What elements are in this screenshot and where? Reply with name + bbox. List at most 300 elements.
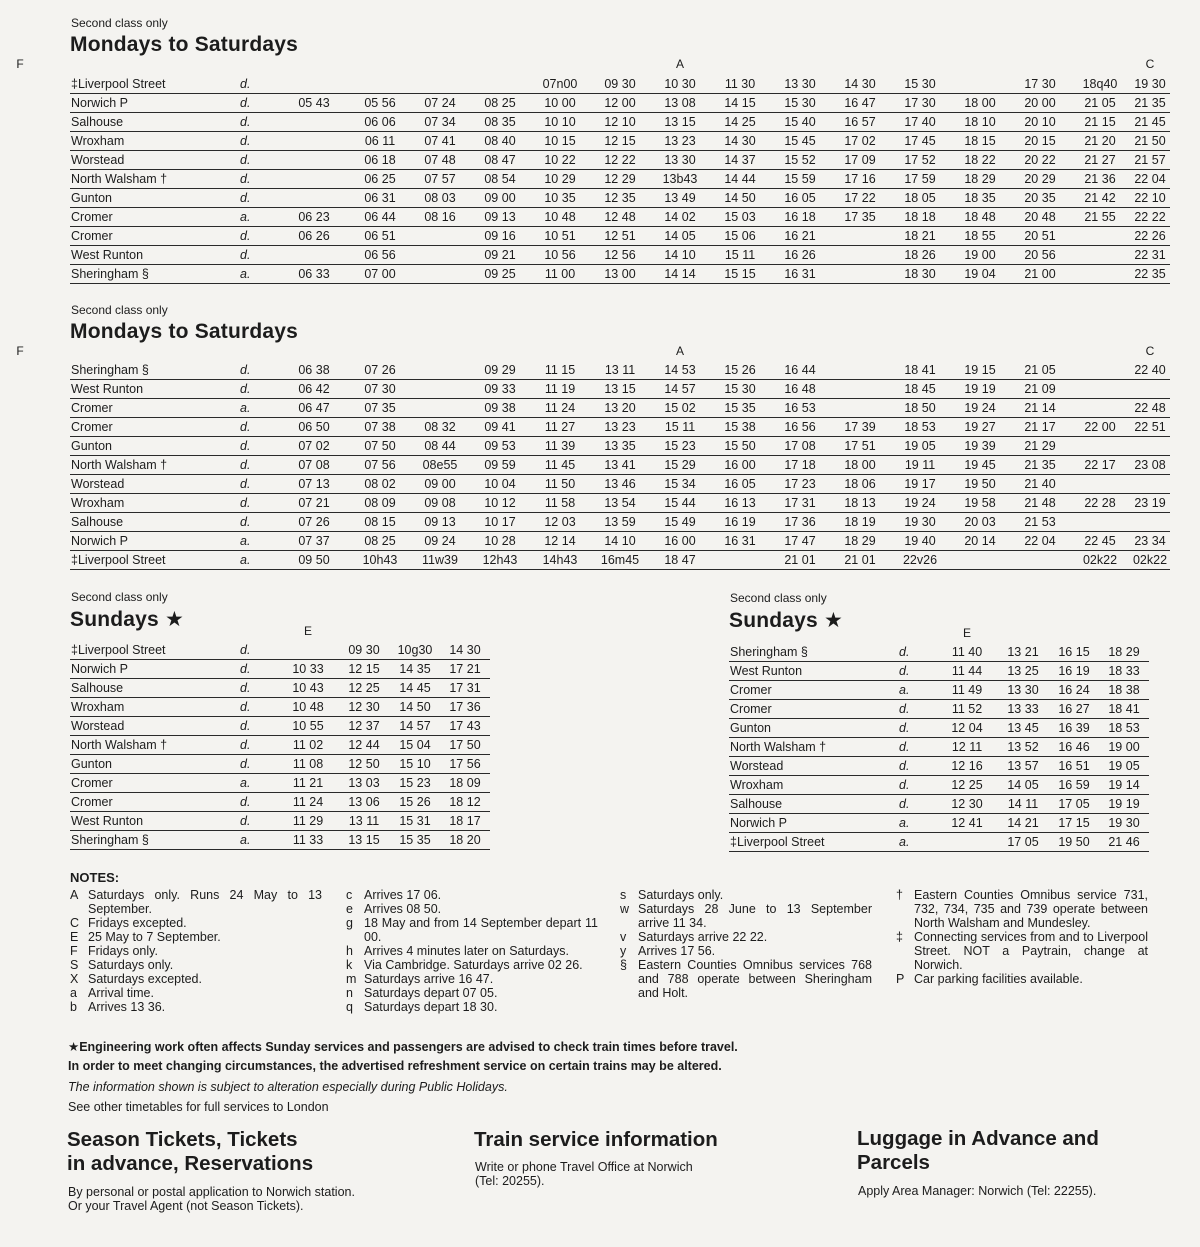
time-cell: 15 29	[650, 456, 710, 475]
time-cell: 18 26	[890, 246, 950, 265]
time-cell: 11 15	[530, 361, 590, 380]
note-item	[896, 972, 1148, 986]
time-cell: 11 24	[278, 793, 338, 812]
time-cell: 12 03	[530, 513, 590, 532]
note-text: Eastern Counties Omnibus service 731, 732, 734, 735 and 739 operate between North Walsham and Mundesley.	[914, 888, 1148, 930]
train-text-line-1: Write or phone Travel Office at Norwich	[475, 1160, 693, 1174]
time-cell	[1130, 437, 1170, 456]
time-cell	[410, 75, 470, 94]
time-cell: 19 15	[950, 361, 1010, 380]
time-cell: 12 25	[338, 679, 390, 698]
time-cell: 18 06	[830, 475, 890, 494]
time-cell: 19 00	[950, 246, 1010, 265]
note-item	[70, 930, 322, 944]
arrive-depart-marker: a.	[240, 265, 278, 284]
note-item	[346, 916, 598, 944]
time-cell: 14 37	[710, 151, 770, 170]
time-cell: 15 34	[650, 475, 710, 494]
time-cell: 11 02	[278, 736, 338, 755]
table-row	[70, 475, 1170, 494]
note-text: Eastern Counties Omnibus services 768 and 788 operate between Sheringham and Holt.	[638, 958, 872, 1000]
time-cell: 16 39	[1049, 719, 1099, 738]
time-cell: 08e55	[410, 456, 470, 475]
time-cell: 10 28	[470, 532, 530, 551]
section2-title: Mondays to Saturdays	[70, 320, 299, 343]
season-text-line-1: By personal or postal application to Norwich station.	[68, 1185, 355, 1199]
time-cell: 16 19	[710, 513, 770, 532]
luggage-title-line-1: Luggage in Advance and	[857, 1127, 1099, 1150]
time-cell: 07 35	[350, 399, 410, 418]
note-item	[896, 930, 1148, 972]
time-cell: 12h43	[470, 551, 530, 570]
time-cell: 08 16	[410, 208, 470, 227]
table-row	[70, 208, 1170, 227]
table-row	[70, 812, 490, 831]
time-cell: 18 10	[950, 113, 1010, 132]
time-cell: 18 18	[890, 208, 950, 227]
table-row	[729, 795, 1149, 814]
arrive-depart-marker: d.	[240, 736, 278, 755]
time-cell: 15 45	[770, 132, 830, 151]
time-cell	[1070, 399, 1130, 418]
note-text: Arrives 17 56.	[638, 944, 716, 958]
time-cell: 11 50	[530, 475, 590, 494]
table-row	[70, 698, 490, 717]
time-cell: 10 29	[530, 170, 590, 189]
arrive-depart-marker: d.	[240, 94, 278, 113]
time-cell: 17 59	[890, 170, 950, 189]
notes-title: NOTES:	[70, 870, 120, 885]
time-cell	[937, 833, 997, 852]
note-item	[896, 888, 1148, 930]
time-cell: 22 17	[1070, 456, 1130, 475]
time-cell: 12 44	[338, 736, 390, 755]
note-key: y	[620, 944, 627, 958]
time-cell: 13 11	[590, 361, 650, 380]
arrive-depart-marker: a.	[240, 208, 278, 227]
time-cell: 18 12	[440, 793, 490, 812]
time-cell: 07 26	[350, 361, 410, 380]
arrive-depart-marker: d.	[240, 361, 278, 380]
season-tickets-heading	[67, 1128, 313, 1176]
time-cell: 12 29	[590, 170, 650, 189]
time-cell: 13 15	[338, 831, 390, 850]
arrive-depart-marker: d.	[240, 380, 278, 399]
station-name: Cromer	[70, 418, 240, 437]
time-cell: 12 11	[937, 738, 997, 757]
time-cell: 19 14	[1099, 776, 1149, 795]
time-cell: 18 53	[1099, 719, 1149, 738]
time-cell: 22 10	[1130, 189, 1170, 208]
arrive-depart-marker: d.	[240, 437, 278, 456]
time-cell: 13 08	[650, 94, 710, 113]
section2-subtitle: Second class only	[71, 303, 168, 317]
time-cell: 15 35	[390, 831, 440, 850]
time-cell: 19 50	[950, 475, 1010, 494]
time-cell: 14 44	[710, 170, 770, 189]
time-cell: 22 45	[1070, 532, 1130, 551]
time-cell: 06 33	[278, 265, 350, 284]
time-cell: 07 48	[410, 151, 470, 170]
time-cell: 15 30	[890, 75, 950, 94]
time-cell: 11 33	[278, 831, 338, 850]
station-name: West Runton	[729, 662, 899, 681]
table-row	[70, 418, 1170, 437]
note-key: †	[896, 888, 903, 902]
time-cell: 12 16	[937, 757, 997, 776]
time-cell: 09 30	[338, 641, 390, 660]
season-tickets-text	[68, 1185, 355, 1213]
time-cell: 19 40	[890, 532, 950, 551]
section1-subtitle: Second class only	[71, 16, 168, 30]
note-key: S	[70, 958, 79, 972]
time-cell: 08 15	[350, 513, 410, 532]
station-name: Salhouse	[729, 795, 899, 814]
time-cell: 11 21	[278, 774, 338, 793]
time-cell	[278, 189, 350, 208]
time-cell: 13 06	[338, 793, 390, 812]
time-cell	[830, 380, 890, 399]
station-name: Worstead	[729, 757, 899, 776]
note-key: g	[346, 916, 353, 930]
time-cell: 17 05	[997, 833, 1049, 852]
notes-column-2	[346, 888, 598, 1014]
time-cell: 11 27	[530, 418, 590, 437]
column-note-marker: F	[16, 57, 24, 71]
table-row	[70, 189, 1170, 208]
time-cell: 17 36	[440, 698, 490, 717]
note-text: Arrives 4 minutes later on Saturdays.	[364, 944, 569, 958]
table-row	[729, 833, 1149, 852]
luggage-heading	[857, 1127, 1099, 1175]
time-cell	[950, 75, 1010, 94]
time-cell: 10 51	[530, 227, 590, 246]
time-cell: 06 47	[278, 399, 350, 418]
time-cell: 14 53	[650, 361, 710, 380]
time-cell: 20 15	[1010, 132, 1070, 151]
time-cell: 18 50	[890, 399, 950, 418]
time-cell: 10 15	[530, 132, 590, 151]
time-cell: 16 51	[1049, 757, 1099, 776]
time-cell: 21 09	[1010, 380, 1070, 399]
station-name: Worstead	[70, 717, 240, 736]
table-row	[70, 513, 1170, 532]
time-cell: 10 33	[278, 660, 338, 679]
table-row	[70, 755, 490, 774]
time-cell: 11 19	[530, 380, 590, 399]
time-cell	[830, 265, 890, 284]
time-cell: 17 47	[770, 532, 830, 551]
arrive-depart-marker: d.	[240, 793, 278, 812]
time-cell: 18 00	[950, 94, 1010, 113]
time-cell: 18 33	[1099, 662, 1149, 681]
arrive-depart-marker: d.	[240, 812, 278, 831]
time-cell: 21 35	[1130, 94, 1170, 113]
time-cell: 19 27	[950, 418, 1010, 437]
time-cell: 19 30	[890, 513, 950, 532]
time-cell: 18 22	[950, 151, 1010, 170]
time-cell: 07 02	[278, 437, 350, 456]
time-cell: 17 43	[440, 717, 490, 736]
time-cell: 13 23	[590, 418, 650, 437]
time-cell: 11 40	[937, 643, 997, 662]
note-item	[70, 1000, 322, 1014]
note-item	[346, 972, 598, 986]
notes-column-3	[620, 888, 872, 1000]
time-cell: 19 11	[890, 456, 950, 475]
time-cell	[410, 399, 470, 418]
time-cell: 17 16	[830, 170, 890, 189]
time-cell: 15 52	[770, 151, 830, 170]
time-cell: 21 15	[1070, 113, 1130, 132]
table-row	[729, 814, 1149, 833]
time-cell: 18 29	[830, 532, 890, 551]
time-cell: 10 35	[530, 189, 590, 208]
time-cell: 02k22	[1070, 551, 1130, 570]
time-cell: 09 33	[470, 380, 530, 399]
time-cell: 07 21	[278, 494, 350, 513]
time-cell: 19 19	[1099, 795, 1149, 814]
time-cell: 17 30	[1010, 75, 1070, 94]
table-row	[729, 719, 1149, 738]
time-cell: 18 55	[950, 227, 1010, 246]
time-cell: 22 40	[1130, 361, 1170, 380]
time-cell: 09 25	[470, 265, 530, 284]
time-cell: 18 00	[830, 456, 890, 475]
note-key: F	[70, 944, 78, 958]
arrive-depart-marker: a.	[240, 551, 278, 570]
time-cell: 14 21	[997, 814, 1049, 833]
station-name: Worstead	[70, 475, 240, 494]
time-cell: 11 08	[278, 755, 338, 774]
note-text: 18 May and from 14 September depart 11 00.	[364, 916, 598, 944]
time-cell: 12 30	[937, 795, 997, 814]
time-cell: 16 46	[1049, 738, 1099, 757]
time-cell: 18 13	[830, 494, 890, 513]
time-cell: 16 19	[1049, 662, 1099, 681]
time-cell: 17 21	[440, 660, 490, 679]
time-cell: 06 56	[350, 246, 410, 265]
time-cell: 13 52	[997, 738, 1049, 757]
time-cell: 06 11	[350, 132, 410, 151]
note-key: s	[620, 888, 627, 902]
time-cell: 08 35	[470, 113, 530, 132]
time-cell: 12 14	[530, 532, 590, 551]
time-cell: 14 30	[440, 641, 490, 660]
note-key: e	[346, 902, 353, 916]
time-cell	[278, 641, 338, 660]
note-text: Saturdays only.	[88, 958, 174, 972]
time-cell: 18 30	[890, 265, 950, 284]
note-key: q	[346, 1000, 353, 1014]
alteration-notice: The information shown is subject to alteration especially during Public Holidays.	[68, 1080, 508, 1094]
note-item	[620, 888, 872, 902]
station-name: Sheringham §	[70, 831, 240, 850]
time-cell: 08 47	[470, 151, 530, 170]
table-row	[70, 94, 1170, 113]
time-cell: 10 48	[530, 208, 590, 227]
station-name: Norwich P	[70, 94, 240, 113]
note-text: Fridays only.	[88, 944, 158, 958]
time-cell: 20 48	[1010, 208, 1070, 227]
time-cell	[1070, 361, 1130, 380]
time-cell: 11 30	[710, 75, 770, 94]
arrive-depart-marker: d.	[240, 227, 278, 246]
time-cell: 06 44	[350, 208, 410, 227]
time-cell: 15 23	[650, 437, 710, 456]
time-cell: 10h43	[350, 551, 410, 570]
time-cell: 07 08	[278, 456, 350, 475]
time-cell: 12 35	[590, 189, 650, 208]
note-item	[346, 986, 598, 1000]
time-cell: 21 27	[1070, 151, 1130, 170]
time-cell: 10 00	[530, 94, 590, 113]
table-row	[70, 113, 1170, 132]
time-cell: 16 47	[830, 94, 890, 113]
time-cell: 17 52	[890, 151, 950, 170]
arrive-depart-marker: a.	[899, 833, 937, 852]
time-cell: 14 02	[650, 208, 710, 227]
time-cell: 07 37	[278, 532, 350, 551]
time-cell	[830, 227, 890, 246]
station-name: Wroxham	[729, 776, 899, 795]
arrive-depart-marker: a.	[240, 831, 278, 850]
note-key: w	[620, 902, 630, 916]
note-text: Saturdays excepted.	[88, 972, 202, 986]
station-name: Worstead	[70, 151, 240, 170]
time-cell: 17 23	[770, 475, 830, 494]
time-cell: 12 25	[937, 776, 997, 795]
time-cell: 09 16	[470, 227, 530, 246]
time-cell	[410, 361, 470, 380]
time-cell: 07 57	[410, 170, 470, 189]
time-cell: 07 24	[410, 94, 470, 113]
time-cell	[1130, 475, 1170, 494]
time-cell: 15 30	[770, 94, 830, 113]
timetable-weekday-outbound	[70, 75, 1170, 284]
time-cell: 22 51	[1130, 418, 1170, 437]
time-cell: 13 33	[997, 700, 1049, 719]
time-cell: 17 50	[440, 736, 490, 755]
arrive-depart-marker: a.	[240, 532, 278, 551]
station-name: West Runton	[70, 812, 240, 831]
time-cell: 12 48	[590, 208, 650, 227]
section4-subtitle: Second class only	[730, 591, 827, 605]
time-cell: 08 03	[410, 189, 470, 208]
time-cell: 06 25	[350, 170, 410, 189]
table-row	[70, 793, 490, 812]
note-item	[70, 888, 322, 916]
time-cell: 20 51	[1010, 227, 1070, 246]
station-name: ‡Liverpool Street	[70, 75, 240, 94]
note-key: k	[346, 958, 353, 972]
time-cell: 12 41	[937, 814, 997, 833]
table-row	[70, 246, 1170, 265]
note-text: Arrives 17 06.	[364, 888, 442, 902]
time-cell: 21 57	[1130, 151, 1170, 170]
arrive-depart-marker: d.	[899, 738, 937, 757]
time-cell: 12 15	[338, 660, 390, 679]
station-name: Gunton	[70, 755, 240, 774]
time-cell: 16 00	[710, 456, 770, 475]
time-cell: 17 40	[890, 113, 950, 132]
time-cell: 17 30	[890, 94, 950, 113]
time-cell: 18 09	[440, 774, 490, 793]
station-name: Gunton	[70, 437, 240, 456]
time-cell: 21 05	[1010, 361, 1070, 380]
time-cell: 07 38	[350, 418, 410, 437]
time-cell: 15 11	[710, 246, 770, 265]
station-name: Cromer	[70, 793, 240, 812]
time-cell: 08 25	[350, 532, 410, 551]
time-cell: 18 15	[950, 132, 1010, 151]
note-key: E	[70, 930, 79, 944]
time-cell: 07 13	[278, 475, 350, 494]
table-row	[70, 717, 490, 736]
station-name: Sheringham §	[70, 265, 240, 284]
time-cell: 17 22	[830, 189, 890, 208]
note-item	[70, 958, 322, 972]
time-cell: 21 48	[1010, 494, 1070, 513]
column-note-marker: E	[962, 626, 971, 640]
time-cell: 16 44	[770, 361, 830, 380]
time-cell: 17 45	[890, 132, 950, 151]
time-cell: 18 05	[890, 189, 950, 208]
luggage-text: Apply Area Manager: Norwich (Tel: 22255).	[858, 1184, 1097, 1198]
time-cell	[1070, 380, 1130, 399]
time-cell: 19 00	[1099, 738, 1149, 757]
time-cell: 15 23	[390, 774, 440, 793]
time-cell	[410, 380, 470, 399]
station-name: Sheringham §	[729, 643, 899, 662]
time-cell: 14 45	[390, 679, 440, 698]
time-cell: 10 22	[530, 151, 590, 170]
time-cell: 09 29	[470, 361, 530, 380]
time-cell	[410, 246, 470, 265]
note-text: Arrives 13 36.	[88, 1000, 166, 1014]
note-text: Saturdays depart 07 05.	[364, 986, 498, 1000]
time-cell: 16 13	[710, 494, 770, 513]
time-cell	[278, 246, 350, 265]
time-cell: 17 05	[1049, 795, 1099, 814]
time-cell: 19 24	[950, 399, 1010, 418]
table-row	[70, 151, 1170, 170]
table-row	[70, 774, 490, 793]
note-item	[70, 944, 322, 958]
time-cell: 11 44	[937, 662, 997, 681]
time-cell: 08 09	[350, 494, 410, 513]
time-cell: 21 36	[1070, 170, 1130, 189]
station-name: Cromer	[729, 681, 899, 700]
station-name: Wroxham	[70, 132, 240, 151]
time-cell: 13 00	[590, 265, 650, 284]
time-cell: 11 45	[530, 456, 590, 475]
time-cell	[1070, 437, 1130, 456]
time-cell	[410, 227, 470, 246]
time-cell: 13 45	[997, 719, 1049, 738]
station-name: ‡Liverpool Street	[70, 641, 240, 660]
time-cell: 14 14	[650, 265, 710, 284]
arrive-depart-marker: d.	[240, 641, 278, 660]
time-cell	[278, 170, 350, 189]
time-cell: 21 17	[1010, 418, 1070, 437]
time-cell: 15 03	[710, 208, 770, 227]
time-cell: 19 30	[1130, 75, 1170, 94]
time-cell: 19 19	[950, 380, 1010, 399]
time-cell: 16 21	[770, 227, 830, 246]
time-cell: 19 45	[950, 456, 1010, 475]
time-cell: 14 50	[710, 189, 770, 208]
